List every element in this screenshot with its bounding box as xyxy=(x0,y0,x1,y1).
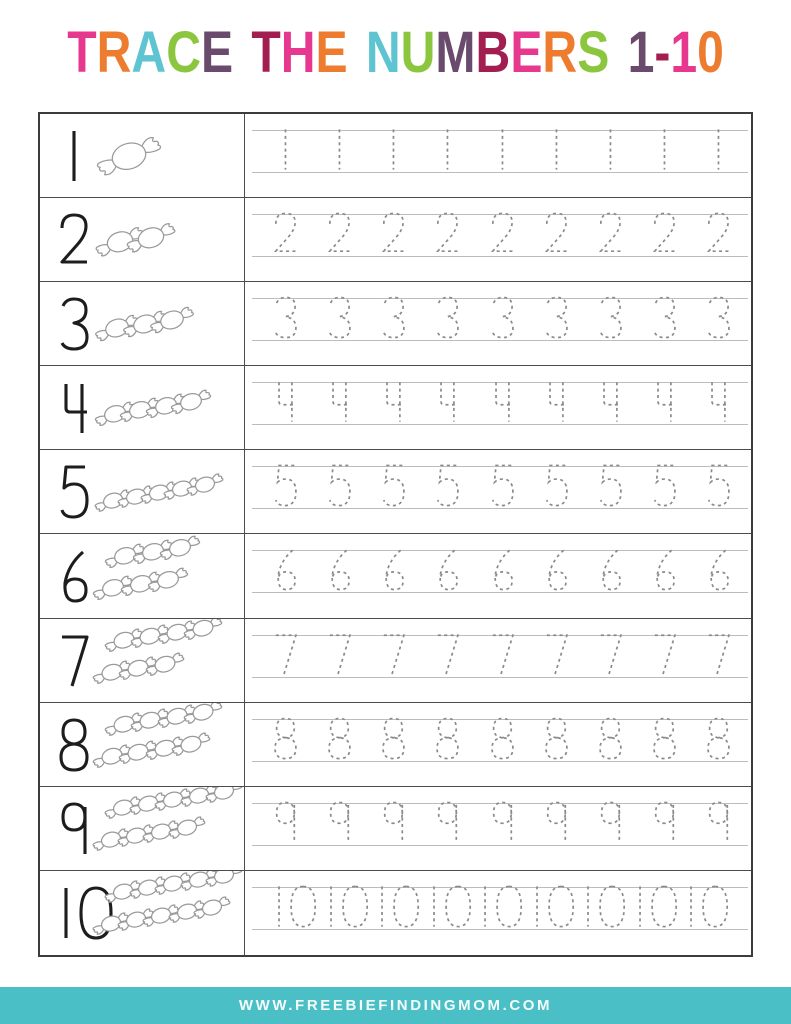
trace-digit-7 xyxy=(325,632,354,677)
guide-line-bottom xyxy=(252,340,748,341)
title-letter: E xyxy=(315,20,348,85)
trace-digit-9 xyxy=(271,800,300,845)
trace-digit-10 xyxy=(374,884,424,929)
trace-digit-5 xyxy=(433,463,462,508)
title-letter: R xyxy=(96,20,132,85)
trace-cell-8[interactable] xyxy=(245,703,751,786)
trace-digit-2 xyxy=(596,211,625,256)
trace-digits-row-2 xyxy=(271,211,733,256)
title-letter: T xyxy=(67,20,97,85)
trace-digit-6 xyxy=(596,547,625,592)
number-label-2 xyxy=(56,212,92,268)
candy-icon xyxy=(191,895,233,920)
title-letter: - xyxy=(654,20,671,85)
trace-digits-row-6 xyxy=(271,547,733,592)
guide-line-bottom xyxy=(252,256,748,257)
trace-cell-1[interactable] xyxy=(245,114,751,197)
candy-icon xyxy=(166,815,208,840)
candy-icon xyxy=(123,221,179,255)
number-digit-5 xyxy=(56,464,92,520)
candy-icon xyxy=(157,534,203,562)
title-letter: A xyxy=(131,20,167,85)
trace-digit-3 xyxy=(379,295,408,340)
number-digit-7 xyxy=(56,633,92,689)
title-letter: H xyxy=(280,20,316,85)
trace-digit-1 xyxy=(650,127,679,172)
title-letter: E xyxy=(510,20,543,85)
number-cell-3 xyxy=(40,282,245,365)
trace-digit-4 xyxy=(379,379,408,424)
trace-digit-7 xyxy=(704,632,733,677)
trace-digits-row-4 xyxy=(271,379,733,424)
trace-digit-8 xyxy=(325,716,354,761)
number-label-3 xyxy=(56,296,92,352)
trace-digit-6 xyxy=(271,547,300,592)
trace-digit-9 xyxy=(542,800,571,845)
candy-group-1 xyxy=(88,114,244,197)
number-digit-6 xyxy=(56,548,92,604)
trace-digit-10 xyxy=(271,884,321,929)
title-letter: 1 xyxy=(670,20,698,85)
worksheet-row-5 xyxy=(40,450,751,534)
trace-digit-10 xyxy=(580,884,630,929)
trace-digit-4 xyxy=(271,379,300,424)
title-letter: M xyxy=(435,20,476,85)
trace-digit-1 xyxy=(325,127,354,172)
number-label-4 xyxy=(56,380,92,436)
title-letter: R xyxy=(542,20,578,85)
candy-icon xyxy=(203,787,245,804)
trace-digit-4 xyxy=(650,379,679,424)
trace-digit-5 xyxy=(488,463,517,508)
worksheet-row-9 xyxy=(40,787,751,871)
candy-group-6 xyxy=(88,534,244,617)
footer-link[interactable]: WWW.FREEBIEFINDINGMOM.COM xyxy=(238,997,553,1014)
candy-group-9 xyxy=(88,787,244,870)
title-letter: T xyxy=(251,20,281,85)
candy-group-3 xyxy=(88,282,244,365)
worksheet-row-3 xyxy=(40,282,751,366)
trace-cell-7[interactable] xyxy=(245,619,751,702)
number-cell-1 xyxy=(40,114,245,197)
candy-icon xyxy=(147,305,197,335)
trace-digit-5 xyxy=(542,463,571,508)
trace-digit-4 xyxy=(704,379,733,424)
title-letter: C xyxy=(166,20,201,85)
trace-digit-3 xyxy=(433,295,462,340)
trace-digit-7 xyxy=(488,632,517,677)
trace-digits-row-10 xyxy=(271,884,733,929)
trace-digit-6 xyxy=(704,547,733,592)
trace-digit-9 xyxy=(488,800,517,845)
trace-digit-1 xyxy=(542,127,571,172)
trace-digit-7 xyxy=(379,632,408,677)
trace-digit-9 xyxy=(704,800,733,845)
trace-digit-1 xyxy=(596,127,625,172)
number-digit-2 xyxy=(56,212,92,268)
title-letter: B xyxy=(475,20,511,85)
trace-digit-10 xyxy=(426,884,476,929)
candy-group-5 xyxy=(88,450,244,533)
trace-digit-3 xyxy=(704,295,733,340)
number-cell-6 xyxy=(40,534,245,617)
trace-digit-9 xyxy=(596,800,625,845)
trace-digit-9 xyxy=(325,800,354,845)
candy-group-7 xyxy=(88,619,244,702)
trace-digit-1 xyxy=(488,127,517,172)
trace-digit-6 xyxy=(379,547,408,592)
trace-digit-3 xyxy=(650,295,679,340)
number-digit-1 xyxy=(56,128,92,184)
trace-digits-row-8 xyxy=(271,716,733,761)
trace-digit-7 xyxy=(271,632,300,677)
trace-digit-8 xyxy=(704,716,733,761)
number-cell-4 xyxy=(40,366,245,449)
candy-group-10 xyxy=(88,871,244,955)
trace-digit-4 xyxy=(596,379,625,424)
trace-digit-3 xyxy=(596,295,625,340)
trace-digit-7 xyxy=(650,632,679,677)
trace-digit-5 xyxy=(271,463,300,508)
trace-digit-1 xyxy=(704,127,733,172)
trace-digits-row-7 xyxy=(271,632,733,677)
trace-digits-row-9 xyxy=(271,800,733,845)
number-label-7 xyxy=(56,633,92,689)
trace-digit-2 xyxy=(704,211,733,256)
trace-cell-2[interactable] xyxy=(245,198,751,281)
trace-digit-6 xyxy=(488,547,517,592)
trace-cell-3[interactable] xyxy=(245,282,751,365)
guide-line-bottom xyxy=(252,845,748,846)
trace-digit-2 xyxy=(433,211,462,256)
trace-digit-2 xyxy=(488,211,517,256)
trace-cell-9[interactable] xyxy=(245,787,751,870)
guide-line-bottom xyxy=(252,508,748,509)
candy-icon xyxy=(203,871,245,888)
trace-digit-6 xyxy=(325,547,354,592)
title-letter: E xyxy=(200,20,233,85)
trace-digits-row-3 xyxy=(271,295,733,340)
trace-digits-row-5 xyxy=(271,463,733,508)
number-digit-3 xyxy=(56,296,92,352)
trace-cell-5[interactable] xyxy=(245,450,751,533)
candy-group-2 xyxy=(88,198,244,281)
guide-line-bottom xyxy=(252,761,748,762)
trace-digit-8 xyxy=(650,716,679,761)
candy-icon xyxy=(92,134,166,178)
trace-digit-8 xyxy=(271,716,300,761)
title-letter: S xyxy=(577,20,610,85)
trace-digit-6 xyxy=(542,547,571,592)
number-label-1 xyxy=(56,128,92,184)
trace-digit-4 xyxy=(433,379,462,424)
trace-digit-5 xyxy=(325,463,354,508)
worksheet-row-7 xyxy=(40,619,751,703)
number-digit-8 xyxy=(56,717,92,773)
candy-icon xyxy=(184,472,226,497)
candy-icon xyxy=(169,731,213,757)
trace-digit-8 xyxy=(542,716,571,761)
number-label-6 xyxy=(56,548,92,604)
trace-digit-2 xyxy=(379,211,408,256)
worksheet-row-10 xyxy=(40,871,751,955)
candy-icon xyxy=(181,619,225,641)
trace-digit-7 xyxy=(596,632,625,677)
number-cell-10 xyxy=(40,871,245,955)
trace-digit-4 xyxy=(542,379,571,424)
candy-group-8 xyxy=(88,703,244,786)
trace-cell-4[interactable] xyxy=(245,366,751,449)
number-label-5 xyxy=(56,464,92,520)
candy-icon xyxy=(143,651,187,677)
trace-digit-2 xyxy=(325,211,354,256)
candy-icon xyxy=(168,388,214,416)
trace-digit-3 xyxy=(271,295,300,340)
trace-digit-8 xyxy=(379,716,408,761)
worksheet-row-2 xyxy=(40,198,751,282)
worksheet-row-6 xyxy=(40,534,751,618)
trace-digit-1 xyxy=(379,127,408,172)
trace-digit-1 xyxy=(271,127,300,172)
trace-digit-3 xyxy=(542,295,571,340)
title-letter: 0 xyxy=(697,20,724,85)
trace-digit-7 xyxy=(433,632,462,677)
trace-digit-8 xyxy=(596,716,625,761)
trace-digit-7 xyxy=(542,632,571,677)
trace-digit-6 xyxy=(433,547,462,592)
worksheet-table xyxy=(38,112,753,957)
worksheet-row-4 xyxy=(40,366,751,450)
guide-line-bottom xyxy=(252,592,748,593)
trace-digit-5 xyxy=(379,463,408,508)
worksheet-row-1 xyxy=(40,114,751,198)
trace-digit-2 xyxy=(271,211,300,256)
trace-digit-10 xyxy=(477,884,527,929)
number-cell-7 xyxy=(40,619,245,702)
trace-digit-9 xyxy=(379,800,408,845)
trace-digit-3 xyxy=(488,295,517,340)
trace-cell-10[interactable] xyxy=(245,871,751,955)
candy-group-4 xyxy=(88,366,244,449)
page-title xyxy=(67,20,724,85)
number-digit-4 xyxy=(56,380,92,436)
trace-digit-1 xyxy=(433,127,462,172)
candy-icon xyxy=(145,566,191,594)
trace-digit-6 xyxy=(650,547,679,592)
number-cell-9 xyxy=(40,787,245,870)
trace-digit-4 xyxy=(488,379,517,424)
title-letter: N xyxy=(365,20,401,85)
trace-cell-6[interactable] xyxy=(245,534,751,617)
trace-digit-5 xyxy=(650,463,679,508)
title-letter: U xyxy=(400,20,436,85)
number-cell-2 xyxy=(40,198,245,281)
worksheet-row-8 xyxy=(40,703,751,787)
number-cell-8 xyxy=(40,703,245,786)
trace-digit-9 xyxy=(650,800,679,845)
trace-digit-8 xyxy=(488,716,517,761)
number-cell-5 xyxy=(40,450,245,533)
trace-digit-10 xyxy=(323,884,373,929)
trace-digit-2 xyxy=(542,211,571,256)
title-letter: 1 xyxy=(627,20,655,85)
trace-digit-5 xyxy=(704,463,733,508)
number-label-9 xyxy=(56,801,92,857)
guide-line-bottom xyxy=(252,677,748,678)
guide-line-bottom xyxy=(252,172,748,173)
trace-digits-row-1 xyxy=(271,127,733,172)
footer-bar xyxy=(0,987,791,1024)
trace-digit-10 xyxy=(529,884,579,929)
trace-digit-8 xyxy=(433,716,462,761)
trace-digit-5 xyxy=(596,463,625,508)
trace-digit-2 xyxy=(650,211,679,256)
trace-digit-4 xyxy=(325,379,354,424)
trace-digit-10 xyxy=(632,884,682,929)
trace-digit-10 xyxy=(683,884,733,929)
trace-digit-3 xyxy=(325,295,354,340)
number-label-8 xyxy=(56,717,92,773)
page-header xyxy=(0,20,791,85)
number-digit-9 xyxy=(56,801,92,857)
guide-line-bottom xyxy=(252,929,748,930)
candy-icon xyxy=(181,703,225,725)
guide-line-bottom xyxy=(252,424,748,425)
trace-digit-9 xyxy=(433,800,462,845)
